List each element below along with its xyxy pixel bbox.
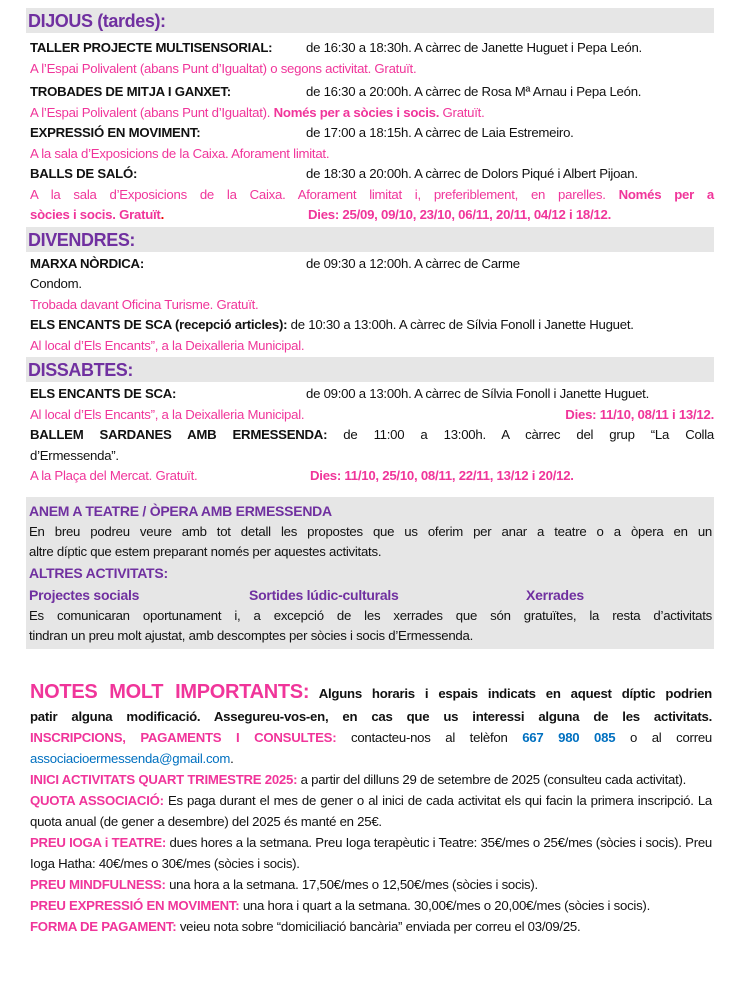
- members-only-note: Només per a: [618, 186, 714, 202]
- note-item: [30, 874, 712, 895]
- place-text: A la sala d’Exposicions de la Caixa. Aforament limitat i, preferiblement, en parelles.: [30, 186, 619, 202]
- activity-row: [26, 315, 714, 336]
- activity-name: EXPRESSIÓ EN MOVIMENT:: [30, 125, 201, 140]
- activity-name: BALLS DE SALÓ:: [30, 166, 138, 181]
- activity-place: [26, 185, 714, 206]
- activity-time: de 11:00 a 13:00h. A càrrec del grup “La Colla: [327, 427, 714, 442]
- place-text: A la Plaça del Mercat. Gratuït.: [30, 468, 198, 483]
- section-heading-thursday: DIJOUS (tardes):: [26, 8, 714, 33]
- note-text: veieu nota sobre “domiciliació bancària” enviada per correu el 03/09/25.: [176, 919, 581, 934]
- notes-text: patir alguna modificació. Assegureu-vos-en, en cas que us interessi alguna de les activitats.: [30, 709, 712, 724]
- theatre-text: altre díptic que estem preparant només per aquestes activitats.: [29, 544, 382, 559]
- activity-dates: Dies: 11/10, 25/10, 08/11, 22/11, 13/12 i 20/12.: [310, 468, 574, 483]
- activity-time: de 09:00 a 13:00h. A càrrec de Sílvia Fonoll i Janette Huguet.: [306, 386, 649, 401]
- activity-time-cont: Condom.: [30, 276, 82, 291]
- activity-place: Al local d’Els Encants”, a la Deixalleria Municipal.: [30, 337, 305, 353]
- place-text: Al local d’Els Encants”, a la Deixalleria Municipal.: [30, 406, 305, 422]
- note-label: PREU MINDFULNESS:: [30, 877, 166, 892]
- activity-time: de 09:30 a 12:00h. A càrrec de Carme: [306, 255, 520, 271]
- note-item: [30, 895, 712, 916]
- activity-time: de 17:00 a 18:15h. A càrrec de Laia Estremeiro.: [306, 125, 574, 140]
- email-link[interactable]: associacioermessenda@gmail.com: [30, 751, 231, 766]
- activity-place: [26, 205, 714, 226]
- activity-name: ELS ENCANTS DE SCA (recepció articles):: [30, 317, 288, 332]
- note-text: contacteu-nos al telèfon: [336, 730, 523, 745]
- activity-categories: [26, 585, 714, 606]
- activity-row: [26, 164, 714, 185]
- note-item: [30, 790, 712, 832]
- activity-dates: Dies: 11/10, 08/11 i 13/12.: [565, 406, 714, 422]
- activity-name: ELS ENCANTS DE SCA:: [30, 386, 177, 401]
- activity-row: [26, 254, 714, 275]
- activity-place: Trobada davant Oficina Turisme. Gratuït.: [30, 296, 259, 312]
- category-outings: Sortides lúdic-culturals: [249, 587, 399, 603]
- activity-place: [26, 405, 714, 426]
- schedule: [26, 8, 714, 487]
- other-activities-text: Es comunicaran oportunament i, a excepció de les xerrades que són gratuïtes, la resta d’activitats: [29, 607, 712, 623]
- note-label: QUOTA ASSOCIACIÓ:: [30, 793, 164, 808]
- place-text: sòcies i socis. Gratuït: [30, 207, 161, 222]
- category-talks: Xerrades: [526, 587, 584, 603]
- note-label: INSCRIPCIONS, PAGAMENTS I CONSULTES:: [30, 730, 337, 745]
- section-heading-friday: DIVENDRES:: [26, 227, 714, 252]
- members-only-note: Només per a sòcies i socis.: [273, 104, 440, 120]
- place-text: Gratuït.: [439, 104, 485, 120]
- activity-time: de 18:30 a 20:00h. A càrrec de Dolors Piqué i Albert Pijoan.: [306, 166, 638, 181]
- activity-row: [26, 82, 714, 103]
- category-social-projects: Projectes socials: [29, 587, 140, 603]
- activity-dates: Dies: 25/09, 09/10, 23/10, 06/11, 20/11, 04/12 i 18/12.: [308, 207, 612, 222]
- note-text: Es paga durant el mes de gener o al inici de cada activitat els qui facin la primera inscripció. La quota anual (de gener a desembre) del 2025 és manté en 25€.: [30, 793, 712, 829]
- note-contact-email: [30, 748, 712, 769]
- activity-time: de 16:30 a 18:30h. A càrrec de Janette Huguet i Pepa León.: [306, 40, 642, 55]
- other-activities-text: tindran un preu molt ajustat, amb descomptes per sòcies i socis d’Ermessenda.: [29, 628, 473, 643]
- important-notes: [30, 682, 712, 937]
- theatre-heading: ANEM A TEATRE / ÒPERA AMB ERMESSENDA: [29, 503, 332, 519]
- activity-place: A l’Espai Polivalent (abans Punt d’Igualtat) o segons activitat. Gratuït.: [30, 60, 417, 76]
- notes-heading: NOTES MOLT IMPORTANTS:: [30, 681, 310, 703]
- activity-place: A la sala d’Exposicions de la Caixa. Aforament limitat.: [30, 145, 330, 161]
- note-label: PREU EXPRESSIÓ EN MOVIMENT:: [30, 898, 240, 913]
- note-label: INICI ACTIVITATS QUART TRIMESTRE 2025:: [30, 772, 298, 787]
- activity-time-cont: d’Ermessenda”.: [30, 447, 119, 463]
- activity-row: [26, 425, 714, 446]
- activity-place: [26, 466, 714, 487]
- notes-text: Alguns horaris i espais indicats en aquest díptic podrien: [309, 686, 712, 701]
- note-text: o al correu: [615, 730, 713, 745]
- activity-name: BALLEM SARDANES AMB ERMESSENDA:: [30, 427, 328, 442]
- activity-row: [26, 384, 714, 405]
- note-label: FORMA DE PAGAMENT:: [30, 919, 177, 934]
- activity-place: [26, 103, 714, 124]
- phone-link[interactable]: 667 980 085: [522, 730, 616, 745]
- section-heading-saturday: DISSABTES:: [26, 357, 714, 382]
- note-text: una hora i quart a la setmana. 30,00€/mes o 20,00€/mes (sòcies i socis).: [239, 898, 650, 913]
- note-item: [30, 916, 712, 937]
- theatre-text: En breu podreu veure amb tot detall les propostes que us oferim per anar a teatre o a òpera en un: [29, 523, 712, 539]
- other-activities-box: [26, 497, 714, 649]
- note-text: .: [230, 751, 234, 766]
- place-text: .: [160, 207, 164, 222]
- note-item: [30, 769, 712, 790]
- note-label: PREU IOGA i TEATRE:: [30, 835, 167, 850]
- note-text: dues hores a la setmana. Preu Ioga terapèutic i Teatre: 35€/mes o 25€/mes (sòcies i socis). Preu Ioga Hatha: 40€/mes o 30€/mes (sòcies i socis).: [30, 835, 712, 871]
- activity-name: TROBADES DE MITJA I GANXET:: [30, 84, 231, 99]
- place-text: A l’Espai Polivalent (abans Punt d’Igualtat).: [30, 104, 274, 120]
- activity-row: [26, 38, 714, 59]
- note-text: una hora a la setmana. 17,50€/mes o 12,50€/mes (sòcies i socis).: [165, 877, 538, 892]
- activity-row: [26, 123, 714, 144]
- activity-name: TALLER PROJECTE MULTISENSORIAL:: [30, 40, 273, 55]
- activity-time: de 16:30 a 20:00h. A càrrec de Rosa Mª Arnau i Pepa León.: [306, 84, 642, 99]
- note-text: a partir del dilluns 29 de setembre de 2025 (consulteu cada activitat).: [297, 772, 687, 787]
- activity-name: MARXA NÒRDICA:: [30, 255, 144, 271]
- other-activities-heading: ALTRES ACTIVITATS:: [29, 564, 168, 581]
- notes-intro: [30, 682, 712, 704]
- note-contact: [30, 727, 712, 748]
- activity-time: de 10:30 a 13:00h. A càrrec de Sílvia Fonoll i Janette Huguet.: [287, 317, 634, 332]
- note-item: [30, 832, 712, 874]
